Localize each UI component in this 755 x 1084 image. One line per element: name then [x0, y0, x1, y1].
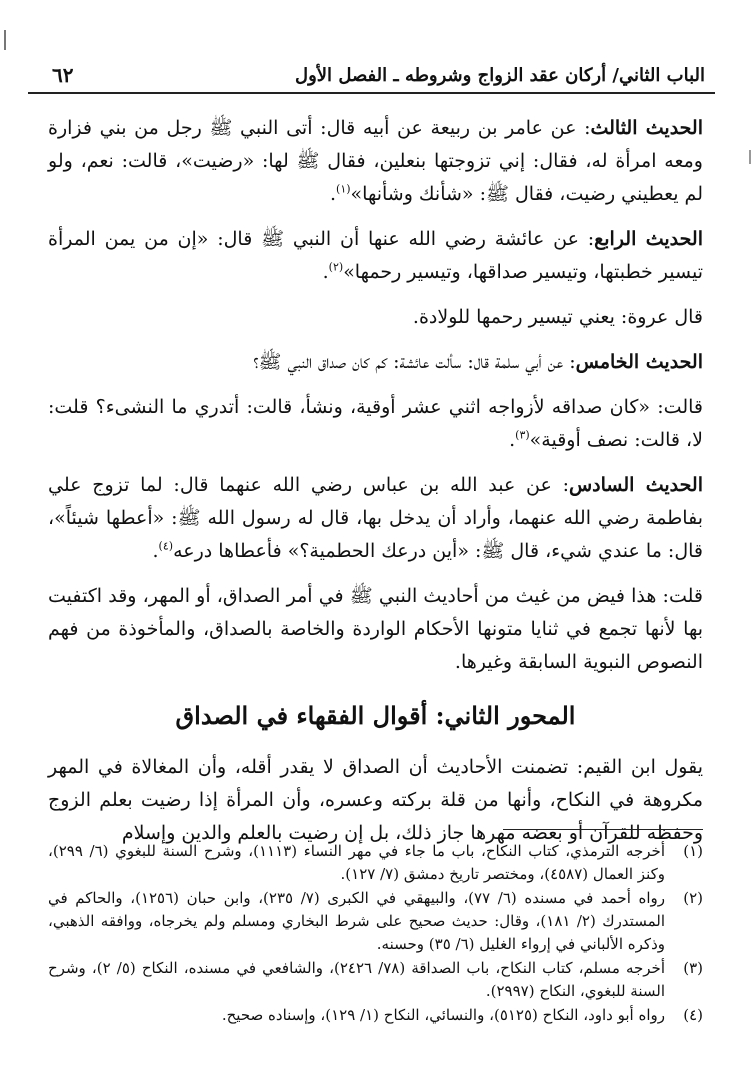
- paragraph-text: : عن عبد الله بن عباس رضي الله عنهما قال: لما تزوج علي بفاطمة رضي الله عنهما، وأراد أن يدخل بها، قال له رسول الله ﷺ: «أعطها شيئاً»، قال: ما عندي شيء، قال ﷺ: «أين درعك الحطمية؟» فأعطاها درعه: [48, 474, 703, 562]
- paragraph-text: : عن أبي سلمة قال: سألت عائشة: كم كان صداق النبي ﷺ؟: [253, 351, 576, 373]
- paragraph-text: : عن عامر بن ربيعة عن أبيه قال: أتى النبي ﷺ رجل من بني فزارة ومعه امرأة له، فقال: إني تزوجتها بنعلين، فقال ﷺ لها: «رضيت»، قالت: نعم، ولو لم يعطيني رضيت، فقال ﷺ: «شأنك وشأنها»: [48, 117, 703, 205]
- paragraph-text: قلت: هذا فيض من غيث من أحاديث النبي ﷺ في أمر الصداق، أو المهر، وقد اكتفيت بها لأنها تجمع في ثنايا متونها الأحكام الواردة والخاصة بالصداق، والمأخوذة من فهم النصوص النبوية السابقة وغيرها.: [48, 585, 703, 673]
- footnotes: [48, 840, 703, 1028]
- paragraph-text: : عن عائشة رضي الله عنها أن النبي ﷺ قال: «إن من يمن المرأة تيسير خطبتها، وتيسير صداقها، وتيسير رحمها»: [48, 228, 703, 283]
- paragraph: [48, 580, 703, 679]
- paragraph-text: قال عروة: يعني تيسير رحمها للولادة.: [412, 306, 703, 328]
- footnote-text: رواه أبو داود، النكاح (٥١٢٥)، والنسائي، النكاح (١/ ١٢٩)، وإسناده صحيح.: [221, 1006, 665, 1024]
- paragraph: [48, 346, 703, 379]
- section-heading: المحور الثاني: أقوال الفقهاء في الصداق: [175, 701, 576, 730]
- paragraph-tail: .: [322, 261, 329, 283]
- footnote-text: أخرجه الترمذي، كتاب النكاح، باب ما جاء في مهر النساء (١١١٣)، وشرح السنة للبغوي (٦/ ٢٩٩)، وكنز العمال (٤٥٨٧)، ومختصر تاريخ دمشق (٧/ ١٢٧).: [48, 842, 665, 883]
- main-text: [48, 112, 703, 862]
- paragraph-tail: .: [329, 183, 337, 205]
- footnote-text: أخرجه مسلم، كتاب النكاح، باب الصداقة (٧٨/ ٢٤٢٦)، والشافعي في مسنده، النكاح (٥/ ٢)، وشرح السنة للبغوي، النكاح (٢٩٩٧).: [48, 959, 665, 1000]
- footnote-number: (٣): [683, 959, 703, 977]
- paragraph-text: قالت: «كان صداقه لأزواجه اثني عشر أوقية، ونشأ، قالت: أتدري ما النشىء؟ قلت: لا، قالت: نصف أوقية»: [48, 396, 703, 451]
- paragraph-text: يقول ابن القيم: تضمنت الأحاديث أن الصداق لا يقدر أقله، وأن المغالاة في المهر مكروهة في النكاح، وأنها من قلة بركته وعسره، وأن المرأة إذا رضيت بعلم الزوج وحفظه للقرآن أو بعضه مهرها جاز ذلك، بل إن رضيت بالعلم والدين وإسلام: [48, 756, 703, 844]
- footnote-number: (٤): [683, 1006, 703, 1024]
- footnote: [48, 887, 703, 956]
- footnote-number: (٢): [683, 889, 703, 907]
- hadith-label: الحديث السادس: [568, 474, 703, 496]
- hadith-label: الحديث الخامس: [575, 351, 703, 373]
- footnote-ref: (٤): [158, 539, 174, 553]
- footnote: [48, 1004, 703, 1027]
- footnote-divider: [503, 829, 703, 830]
- paragraph: [48, 223, 703, 289]
- paragraph: [48, 751, 703, 850]
- page-number: ٦٢: [52, 63, 74, 87]
- scan-edge-mark: [749, 150, 751, 164]
- paragraph-tail: .: [152, 540, 159, 562]
- footnote: [48, 957, 703, 1003]
- footnote-number: (١): [683, 842, 703, 860]
- hadith-label: الحديث الثالث: [590, 117, 703, 139]
- paragraph: [48, 112, 703, 211]
- paragraph: [48, 469, 703, 568]
- paragraph: [48, 301, 703, 334]
- running-header: [28, 58, 715, 94]
- footnote-ref: (٣): [515, 428, 530, 442]
- footnote: [48, 840, 703, 886]
- paragraph: [48, 391, 703, 457]
- hadith-label: الحديث الرابع: [594, 228, 703, 250]
- running-title: الباب الثاني/ أركان عقد الزواج وشروطه ـ الفصل الأول: [295, 64, 705, 86]
- scan-edge-mark: [4, 30, 6, 50]
- footnote-ref: (٢): [328, 260, 344, 274]
- paragraph-tail: .: [509, 429, 516, 451]
- footnote-text: رواه أحمد في مسنده (٦/ ٧٧)، والبيهقي في الكبرى (٧/ ٢٣٥)، وابن حبان (١٢٥٦)، والحاكم في المستدرك (٢/ ١٨١)، وقال: حديث صحيح على شرط البخاري ومسلم ولم يخرجاه، ووافقه الذهبي، وذكره الألباني في إرواء الغليل (٦/ ٣٥) وحسنه.: [48, 889, 666, 953]
- footnote-ref: (١): [336, 182, 351, 196]
